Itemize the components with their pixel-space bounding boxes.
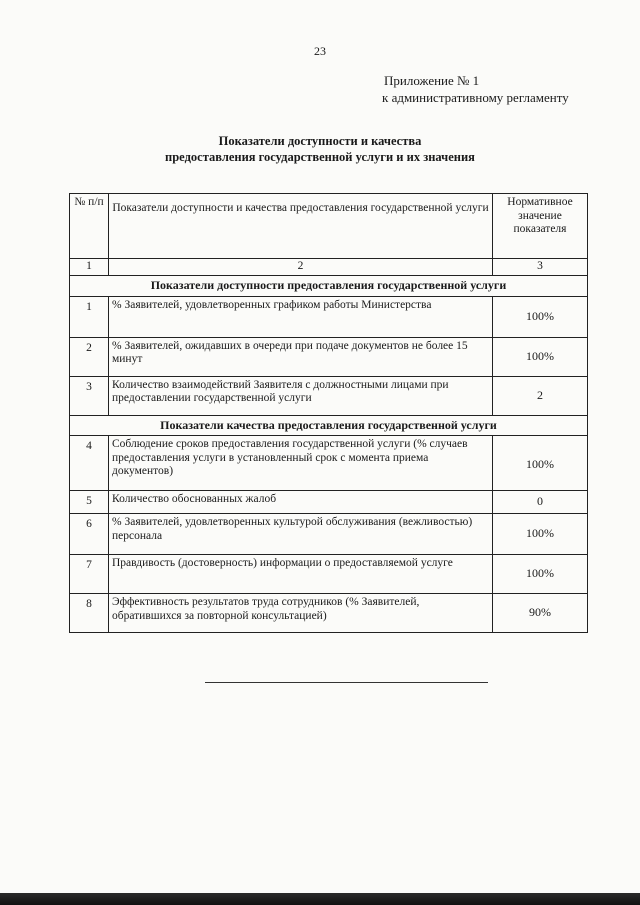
- table-row: [70, 514, 588, 555]
- table-row: [70, 296, 588, 337]
- section-row-quality: [70, 415, 588, 436]
- page-number: 23: [314, 44, 326, 58]
- row-indicator: Количество взаимодействий Заявителя с должностными лицами при предоставлении государственной услуги: [109, 376, 493, 415]
- row-number: 6: [70, 514, 109, 555]
- section-title-quality: Показатели качества предоставления государственной услуги: [70, 415, 588, 436]
- table-header-row: [70, 194, 588, 259]
- row-number: 2: [70, 337, 109, 376]
- appendix-line-1: Приложение № 1: [384, 73, 480, 88]
- table-row: [70, 337, 588, 376]
- table-row: [70, 376, 588, 415]
- row-indicator: % Заявителей, ожидавших в очереди при подаче документов не более 15 минут: [109, 337, 493, 376]
- column-number-2: 2: [109, 259, 493, 276]
- row-number: 7: [70, 555, 109, 594]
- row-indicator: % Заявителей, удовлетворенных культурой обслуживания (вежливостью) персонала: [109, 514, 493, 555]
- closing-divider: [205, 682, 488, 683]
- row-value: 90%: [493, 594, 588, 633]
- column-number-1: 1: [70, 259, 109, 276]
- table-row: [70, 491, 588, 514]
- section-title-accessibility: Показатели доступности предоставления государственной услуги: [70, 276, 588, 297]
- row-number: 8: [70, 594, 109, 633]
- row-value: 100%: [493, 514, 588, 555]
- row-value: 100%: [493, 337, 588, 376]
- column-number-3: 3: [493, 259, 588, 276]
- indicators-table: [69, 193, 588, 633]
- title-line-2: предоставления государственной услуги и их значения: [165, 150, 475, 164]
- table-row: [70, 436, 588, 491]
- row-indicator: Эффективность результатов труда сотрудников (% Заявителей, обратившихся за повторной консультацией): [109, 594, 493, 633]
- header-num: № п/п: [70, 194, 109, 259]
- row-number: 4: [70, 436, 109, 491]
- row-number: 1: [70, 296, 109, 337]
- row-number: 5: [70, 491, 109, 514]
- row-indicator: Соблюдение сроков предоставления государственной услуги (% случаев предоставления услуги в установленный срок с момента приема документов): [109, 436, 493, 491]
- document-title: [0, 133, 640, 165]
- row-value: 100%: [493, 296, 588, 337]
- row-indicator: % Заявителей, удовлетворенных графиком работы Министерства: [109, 296, 493, 337]
- row-number: 3: [70, 376, 109, 415]
- row-value: 0: [493, 491, 588, 514]
- row-value: 100%: [493, 555, 588, 594]
- row-value: 2: [493, 376, 588, 415]
- row-indicator: Количество обоснованных жалоб: [109, 491, 493, 514]
- appendix-line-2: к административному регламенту: [382, 90, 569, 105]
- table-row: [70, 594, 588, 633]
- table-row: [70, 555, 588, 594]
- row-value: 100%: [493, 436, 588, 491]
- header-indicator: Показатели доступности и качества предоставления государственной услуги: [109, 194, 493, 259]
- row-indicator: Правдивость (достоверность) информации о предоставляемой услуге: [109, 555, 493, 594]
- header-norm: Нормативное значение показателя: [493, 194, 588, 259]
- title-line-1: Показатели доступности и качества: [218, 134, 422, 148]
- appendix-note: [382, 72, 569, 106]
- scan-bottom-edge: [0, 893, 640, 905]
- section-row-accessibility: [70, 276, 588, 297]
- column-numbers-row: [70, 259, 588, 276]
